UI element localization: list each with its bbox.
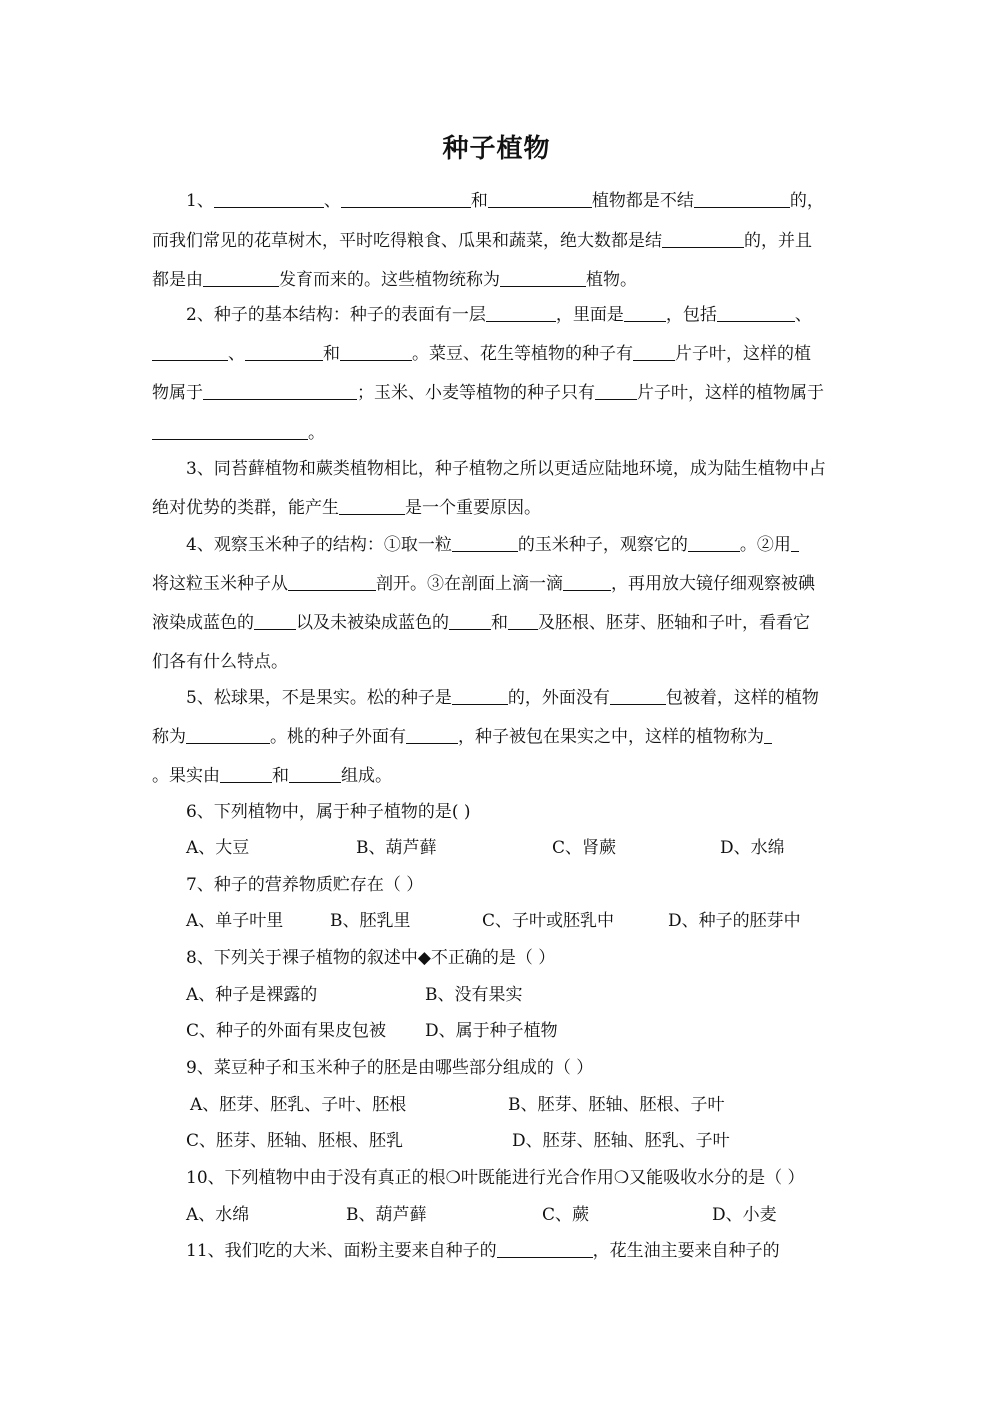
q3-line-2: 绝对优势的类群，能产生 是一个重要原因。 [152,498,541,518]
blank[interactable] [203,381,357,400]
q4-line-1: 4、观察玉米种子的结构：①取一粒 的玉米种子，观察它的 。②用 [186,533,799,557]
blank[interactable] [595,381,637,400]
q6-option-c[interactable]: C、肾蕨 [552,838,617,858]
q2-line-2: 、 和 。菜豆、花生等植物的种子有 片子叶，这样的植 [152,342,811,366]
blank[interactable] [339,496,405,515]
blank[interactable] [688,533,740,552]
blank[interactable] [500,268,586,287]
q8-option-a[interactable]: A、种子是裸露的 [186,985,318,1005]
blank[interactable] [449,611,491,630]
blank[interactable] [254,611,296,630]
q1-line-2: 而我们常见的花草树木，平时吃得粮食、瓜果和蔬菜，绝大数都是结 的，并且 [152,231,812,251]
q7-option-b[interactable]: B、胚乳里 [330,911,411,931]
q9-option-a[interactable]: A、胚芽、胚乳、子叶、胚根 [190,1095,407,1115]
blank[interactable] [203,268,279,287]
q4-line-3: 液染成蓝色的 以及未被染成蓝色的 和 及胚根、胚芽、胚轴和子叶，看看它 [152,613,810,633]
blank[interactable] [497,1239,593,1258]
q10-option-d[interactable]: D、小麦 [712,1205,777,1225]
blank[interactable] [220,764,272,783]
blank[interactable] [186,725,270,744]
page-title: 种子植物 [442,134,551,164]
q5-line-2: 称为 。桃的种子外面有 ，种子被包在果实之中，这样的植物称为 [152,725,772,749]
blank[interactable] [662,229,744,248]
q9-option-b[interactable]: B、胚芽、胚轴、胚根、子叶 [508,1095,725,1115]
blank[interactable] [152,342,228,361]
blank[interactable] [214,189,324,208]
q9-option-d[interactable]: D、胚芽、胚轴、胚乳、子叶 [512,1131,730,1151]
blank[interactable] [610,686,666,705]
blank[interactable] [289,764,341,783]
blank[interactable] [633,342,675,361]
q1-line-3: 都是由 发育而来的。这些植物统称为 植物。 [152,270,637,290]
q7-option-c[interactable]: C、子叶或胚乳中 [482,911,615,931]
q9-stem: 9、菜豆种子和玉米种子的胚是由哪些部分组成的（ ） [186,1058,594,1078]
blank[interactable] [624,303,666,322]
q4-line-4: 们各有什么特点。 [152,652,288,672]
q6-stem: 6、下列植物中，属于种子植物的是( ) [186,802,471,822]
q10-option-a[interactable]: A、水绵 [186,1205,250,1225]
blank[interactable] [245,342,323,361]
q4-line-2: 将这粒玉米种子从 剖开。③在剖面上滴一滴 ，再用放大镜仔细观察被碘 [152,574,815,594]
q6-option-d[interactable]: D、水绵 [720,838,785,858]
q5-line-1: 5、松球果，不是果实。松的种子是 的，外面没有 包被着，这样的植物 [186,688,819,708]
q6-option-b[interactable]: B、葫芦藓 [356,838,437,858]
blank[interactable] [486,303,556,322]
q8-option-b[interactable]: B、没有果实 [425,985,523,1005]
blank[interactable] [717,303,795,322]
q2-line-1: 2、种子的基本结构：种子的表面有一层 ，里面是 ，包括 、 [186,305,812,325]
q7-option-d[interactable]: D、种子的胚芽中 [668,911,801,931]
q9-option-c[interactable]: C、胚芽、胚轴、胚根、胚乳 [186,1131,404,1151]
blank[interactable] [452,533,518,552]
q11-line-1: 11、我们吃的大米、面粉主要来自种子的 ，花生油主要来自种子的 [186,1241,780,1261]
q5-line-3: 。果实由 和 组成。 [152,766,392,786]
blank[interactable] [340,342,412,361]
q2-line-4: 。 [152,421,325,445]
q6-option-a[interactable]: A、大豆 [186,838,250,858]
blank[interactable] [341,189,471,208]
q10-stem: 10、下列植物中由于没有真正的根❍叶既能进行光合作用❍又能吸收水分的是（ ） [186,1168,805,1188]
blank[interactable] [791,533,799,552]
blank[interactable] [694,189,790,208]
q7-option-a[interactable]: A、单子叶里 [186,911,284,931]
q2-line-3: 物属于 ；玉米、小麦等植物的种子只有 片子叶，这样的植物属于 [152,383,824,403]
q7-stem: 7、种子的营养物质贮存在（ ） [186,875,424,895]
blank[interactable] [406,725,458,744]
blank[interactable] [152,421,308,440]
blank[interactable] [288,572,376,591]
blank[interactable] [508,611,538,630]
q10-option-b[interactable]: B、葫芦藓 [346,1205,427,1225]
blank[interactable] [452,686,508,705]
blank[interactable] [488,189,592,208]
q1-line-1: 1、 、 和 植物都是不结 的， [186,191,824,211]
q8-option-d[interactable]: D、属于种子植物 [425,1021,558,1041]
blank[interactable] [563,572,611,591]
q3-line-1: 3、同苔藓植物和蕨类植物相比，种子植物之所以更适应陆地环境，成为陆生植物中占 [186,459,826,479]
q10-option-c[interactable]: C、蕨 [542,1205,590,1225]
q8-stem: 8、下列关于裸子植物的叙述中◆不正确的是（ ） [186,948,556,968]
blank[interactable] [764,725,772,744]
q8-option-c[interactable]: C、种子的外面有果皮包被 [186,1021,387,1041]
